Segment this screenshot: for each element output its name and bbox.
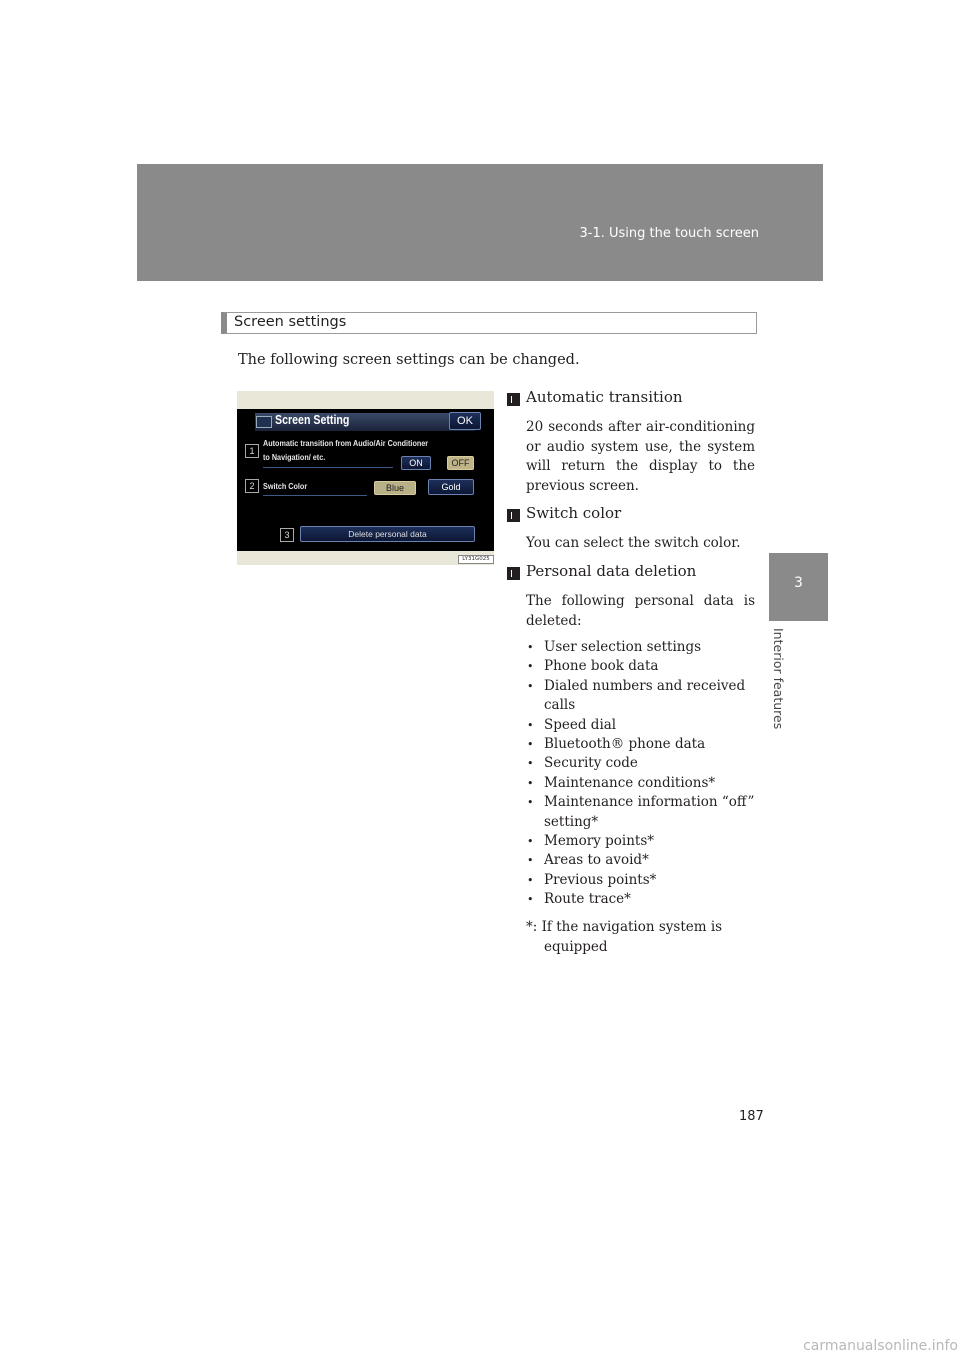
auto-transition-label-line2: to Navigation/ etc. <box>263 452 326 462</box>
list-item: • Areas to avoid* <box>526 851 755 870</box>
item-heading-3: Personal data deletion <box>526 562 697 580</box>
header-band <box>137 164 823 281</box>
list-item: • Maintenance conditions* <box>526 774 755 793</box>
row-number-2: 2 <box>245 479 259 493</box>
list-item: • Route trace* <box>526 890 755 909</box>
watermark: carmanualsonline.info <box>803 1338 958 1354</box>
switch-color-label: Switch Color <box>263 481 308 491</box>
section-title: Screen settings <box>234 314 347 330</box>
chapter-label: Interior features <box>771 628 786 730</box>
footnote: *: If the navigation system is equipped <box>526 919 723 955</box>
gold-button[interactable]: Gold <box>428 479 474 495</box>
chapter-number: 3 <box>794 575 803 591</box>
screen-setting-display <box>237 409 494 551</box>
row-number-1: 1 <box>245 444 259 458</box>
list-item: • User selection settings <box>526 638 755 657</box>
item-body-2: You can select the switch color. <box>526 535 741 551</box>
screen-setting-icon <box>256 416 272 428</box>
list-item: • Speed dial <box>526 716 755 735</box>
item-heading-1: Automatic transition <box>526 388 683 406</box>
chapter-tab <box>769 553 828 621</box>
list-item: • Memory points* <box>526 832 755 851</box>
item-marker-1 <box>507 393 520 406</box>
list-item: • Bluetooth® phone data <box>526 735 755 754</box>
illustration-code: LY31G025 <box>458 555 494 564</box>
page-number: 187 <box>739 1109 764 1124</box>
row-separator <box>263 495 367 496</box>
item-body-1: 20 seconds after air-conditioning or audio system use, the system will return the display to the previous screen. <box>526 419 755 494</box>
section-header: 3-1. Using the touch screen <box>579 226 759 241</box>
off-button[interactable]: OFF <box>447 456 474 470</box>
item-heading-2: Switch color <box>526 504 622 522</box>
row-separator <box>263 467 393 468</box>
chapter-side-label <box>768 628 792 778</box>
item-body-3: The following personal data is deleted: <box>526 593 755 629</box>
screen-illustration <box>237 391 494 565</box>
delete-personal-data-button[interactable]: Delete personal data <box>300 526 475 542</box>
list-item: • Security code <box>526 754 755 773</box>
on-button[interactable]: ON <box>401 456 431 470</box>
item-marker-2 <box>507 509 520 522</box>
list-item: • Dialed numbers and received calls <box>526 677 755 716</box>
deleted-data-list <box>526 638 755 910</box>
list-item: • Maintenance information “off” setting* <box>526 793 755 832</box>
row-number-3: 3 <box>280 528 294 542</box>
item-marker-3 <box>507 567 520 580</box>
list-item: • Phone book data <box>526 657 755 676</box>
auto-transition-label-line1: Automatic transition from Audio/Air Conditioner <box>263 438 429 448</box>
ok-button[interactable]: OK <box>449 412 481 430</box>
screen-title: Screen Setting <box>275 413 350 427</box>
list-item: • Previous points* <box>526 871 755 890</box>
intro-text: The following screen settings can be changed. <box>238 352 580 368</box>
section-title-box <box>221 312 757 334</box>
blue-button[interactable]: Blue <box>374 481 416 495</box>
